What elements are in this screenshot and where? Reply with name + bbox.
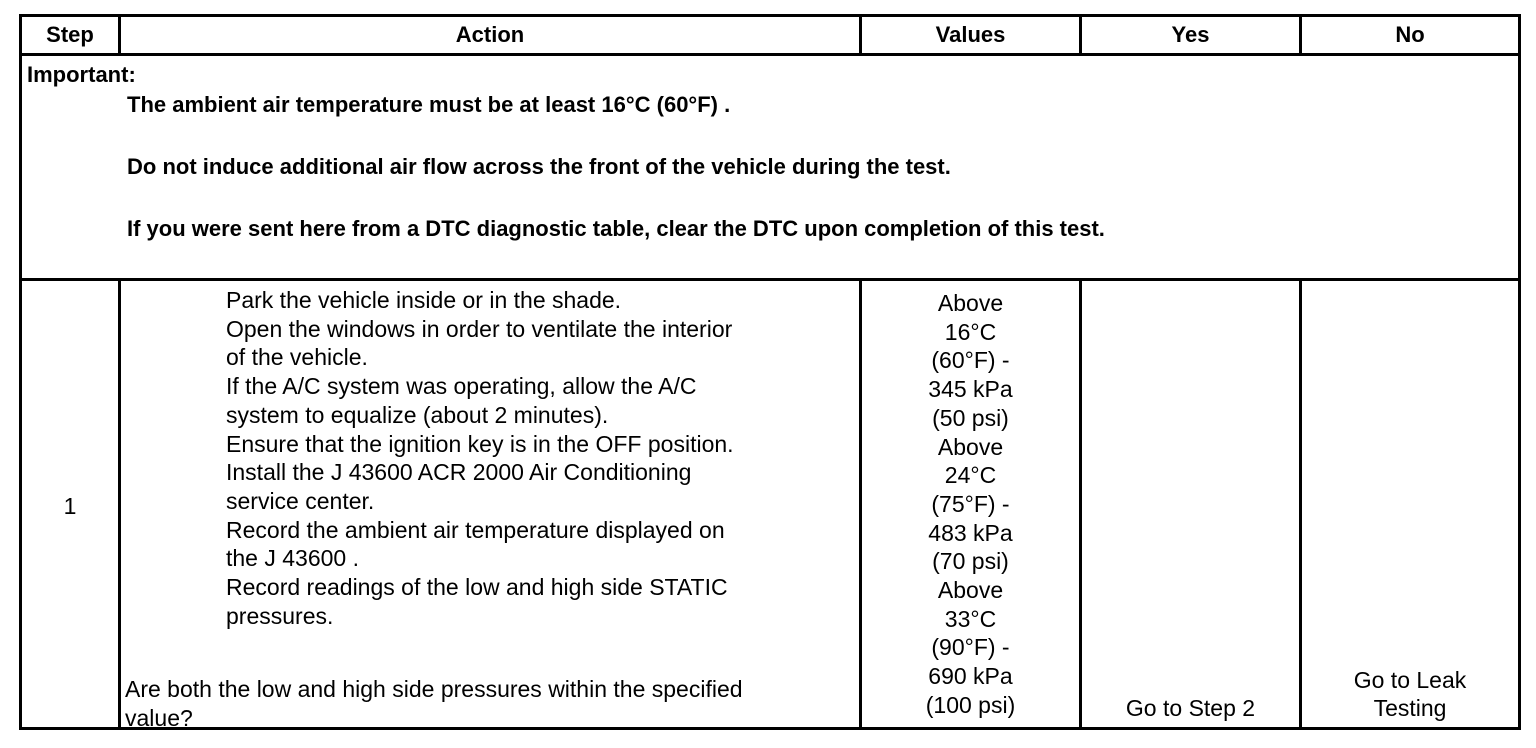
values-list — [862, 289, 1079, 720]
header-yes: Yes — [1081, 16, 1301, 55]
header-no: No — [1301, 16, 1520, 55]
action-item: If the A/C system was operating, allow the A/C system to equalize (about 2 minutes). — [226, 373, 697, 428]
action-item: Park the vehicle inside or in the shade. — [226, 287, 622, 313]
important-line-3: If you were sent here from a DTC diagnostic table, clear the DTC upon completion of this test. — [127, 216, 1105, 241]
yes-cell — [1081, 280, 1301, 729]
step-row — [21, 280, 1520, 729]
no-cell — [1301, 280, 1520, 729]
action-cell — [120, 280, 861, 729]
important-note — [21, 55, 1520, 280]
values-cell — [861, 280, 1081, 729]
value-item: Above 33°C (90°F) - 690 kPa (100 psi) — [925, 577, 1016, 718]
important-row — [21, 55, 1520, 280]
action-item: Record readings of the low and high side STATIC pressures. — [226, 574, 728, 629]
value-item: Above 24°C (75°F) - 483 kPa (70 psi) — [928, 433, 1013, 575]
step-number: 1 — [63, 493, 77, 519]
action-item: Install the J 43600 ACR 2000 Air Conditioning service center. — [226, 459, 692, 514]
action-list — [226, 286, 746, 630]
header-row — [21, 16, 1520, 55]
action-item: Ensure that the ignition key is in the OFF position. — [226, 430, 734, 457]
value-item: Above 16°C (60°F) - 345 kPa (50 psi) — [928, 290, 1013, 431]
important-label: Important: — [27, 62, 136, 87]
diagnostic-table — [19, 14, 1521, 730]
header-step: Step — [21, 16, 120, 55]
action-item: Open the windows in order to ventilate the interior of the vehicle. — [226, 315, 733, 371]
important-line-2: Do not induce additional air flow across the front of the vehicle during the test. — [127, 154, 951, 179]
action-item: Record the ambient air temperature displayed on the J 43600 . — [226, 516, 725, 572]
step-cell — [21, 280, 120, 729]
step-question: Are both the low and high side pressures within the specified value? — [125, 676, 743, 731]
header-action: Action — [120, 16, 861, 55]
header-values: Values — [861, 16, 1081, 55]
no-link[interactable]: Go to Leak Testing — [1353, 666, 1467, 722]
yes-link[interactable]: Go to Step 2 — [1125, 695, 1256, 722]
important-line-1: The ambient air temperature must be at least 16°C (60°F) . — [127, 92, 731, 117]
